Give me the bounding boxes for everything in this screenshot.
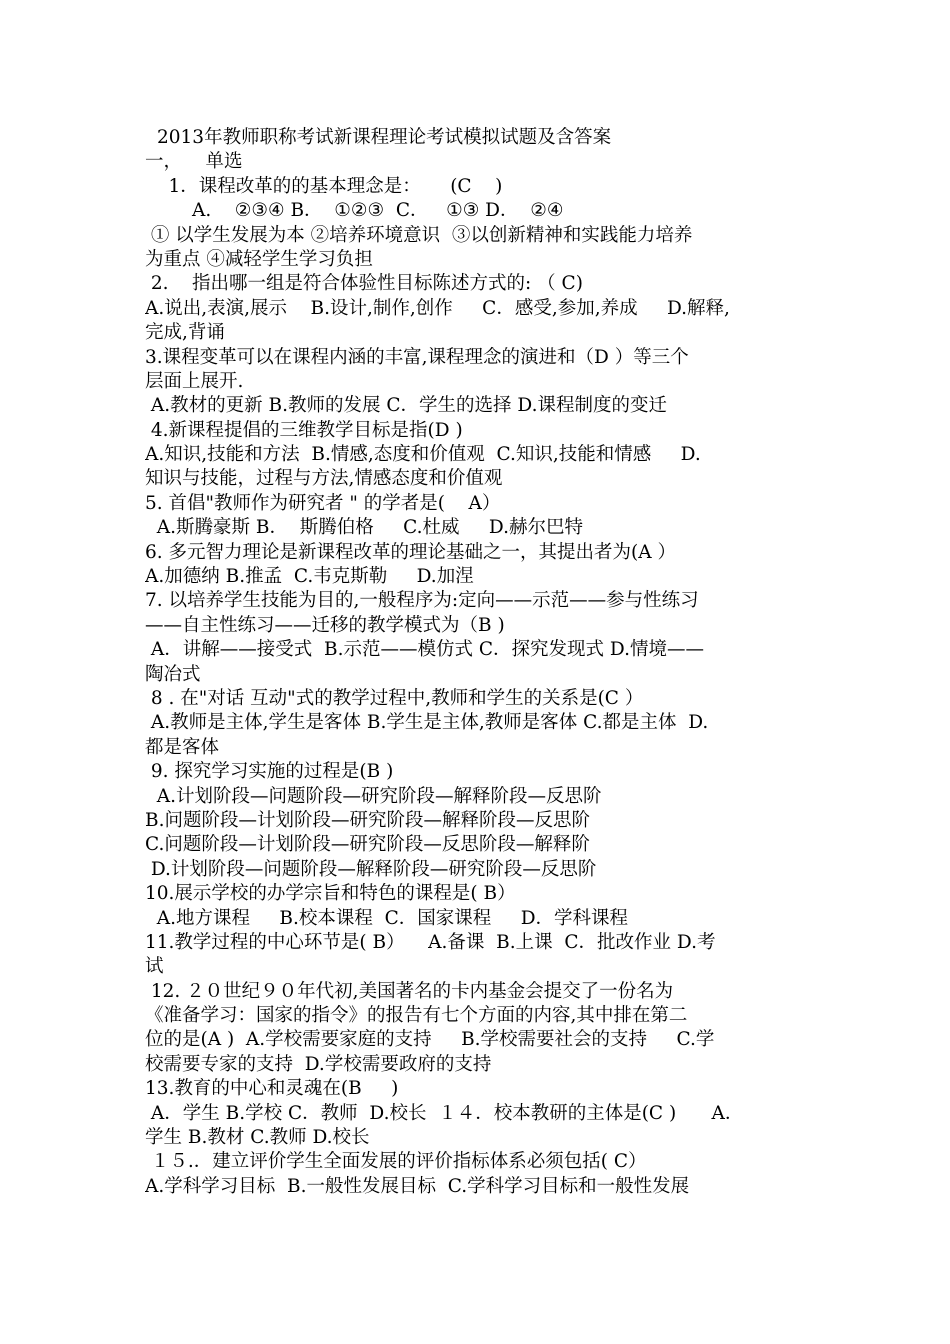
- text-line: 位的是(A ) A.学校需要家庭的支持 B.学校需要社会的支持 C.学: [145, 1029, 715, 1051]
- text-line: A.知识,技能和方法 B.情感,态度和价值观 C.知识,技能和情感 D.: [145, 444, 701, 466]
- text-line: A.说出,表演,展示 B.设计,制作,创作 C．感受,参加,养成 D.解释,: [145, 297, 730, 319]
- text-line: 11.教学过程的中心环节是( B） A.备课 B.上课 C．批改作业 D.考: [145, 931, 716, 953]
- text-line: A．讲解——接受式 B.示范——模仿式 C．探究发现式 D.情境——: [145, 639, 704, 661]
- text-line: A.加德纳 B.推孟 C.韦克斯勒 D.加涅: [145, 566, 474, 588]
- text-line: 知识与技能，过程与方法,情感态度和价值观: [145, 468, 503, 490]
- text-line: 1．课程改革的的基本理念是： (C ): [145, 175, 503, 197]
- text-line: A.教材的更新 B.教师的发展 C．学生的选择 D.课程制度的变迁: [145, 395, 667, 417]
- text-line: 层面上展开.: [145, 370, 244, 392]
- text-line: 2. 指出哪一组是符合体验性目标陈述方式的: （ C): [145, 273, 583, 295]
- text-line: 为重点 ④减轻学生学习负担: [145, 248, 373, 270]
- text-line: 《准备学习：国家的指令》的报告有七个方面的内容,其中排在第二: [145, 1005, 688, 1027]
- text-line: 7. 以培养学生技能为目的,一般程序为:定向——示范——参与性练习: [145, 590, 699, 612]
- document-title: 2013年教师职称考试新课程理论考试模拟试题及含答案: [157, 127, 612, 148]
- document-page: [145, 126, 815, 1199]
- text-line: A.学科学习目标 B.一般性发展目标 C.学科学习目标和一般性发展: [145, 1175, 690, 1197]
- text-line: A.教师是主体,学生是客体 B.学生是主体,教师是客体 C.都是主体 D.: [145, 712, 709, 734]
- text-line: 8 . 在"对话 互动"式的教学过程中,教师和学生的关系是(C ）: [145, 687, 644, 709]
- text-line: 9. 探究学习实施的过程是(B ): [145, 761, 394, 783]
- text-line: A.斯腾豪斯 B． 斯腾伯格 C.杜威 D.赫尔巴特: [145, 517, 583, 539]
- text-line: 陶冶式: [145, 663, 201, 685]
- text-line: B.问题阶段—计划阶段—研究阶段—解释阶段—反思阶: [145, 809, 590, 831]
- text-line: ① 以学生发展为本 ②培养环境意识 ③以创新精神和实践能力培养: [145, 224, 693, 246]
- text-line: 10.展示学校的办学宗旨和特色的课程是( B）: [145, 883, 516, 905]
- text-line: 3.课程变革可以在课程内涵的丰富,课程理念的演进和（D ）等三个: [145, 346, 689, 368]
- text-line: D.计划阶段—问题阶段—解释阶段—研究阶段—反思阶: [145, 858, 597, 880]
- text-line: 13.教育的中心和灵魂在(B ): [145, 1078, 399, 1100]
- text-line: ——自主性练习——迁移的教学模式为（B ): [145, 614, 505, 636]
- text-line: A. ②③④ B． ①②③ C． ①③ D． ②④: [145, 200, 564, 222]
- text-line: A.计划阶段—问题阶段—研究阶段—解释阶段—反思阶: [145, 785, 602, 807]
- text-line: 4.新课程提倡的三维教学目标是指(D ): [145, 419, 463, 441]
- text-line: 6. 多元智力理论是新课程改革的理论基础之一，其提出者为(A ）: [145, 541, 676, 563]
- text-line: 都是客体: [145, 736, 220, 758]
- text-line: 一， 单选: [145, 151, 243, 173]
- text-line: 完成,背诵: [145, 322, 225, 344]
- text-line: 试: [145, 956, 164, 978]
- text-line: 学生 B.教材 C.教师 D.校长: [145, 1127, 370, 1149]
- text-line: 12. ２０世纪９０年代初,美国著名的卡内基金会提交了一份名为: [145, 980, 674, 1002]
- text-line: A．学生 B.学校 C．教师 D.校长 １４．校本教研的主体是(C ) A．: [145, 1102, 744, 1124]
- text-line: 校需要专家的支持 D.学校需要政府的支持: [145, 1053, 492, 1075]
- text-line: A.地方课程 B.校本课程 C．国家课程 D．学科课程: [145, 907, 629, 929]
- text-line: １５.．建立评价学生全面发展的评价指标体系必须包括( C）: [145, 1151, 647, 1173]
- text-line: C.问题阶段—计划阶段—研究阶段—反思阶段—解释阶: [145, 834, 590, 856]
- text-line: 5. 首倡"教师作为研究者 " 的学者是( A）: [145, 492, 501, 514]
